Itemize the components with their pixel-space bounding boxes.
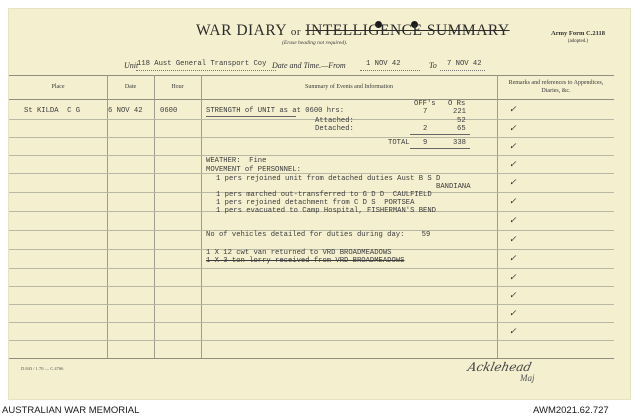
strength-label-1: Attached: xyxy=(315,117,354,125)
total-label: TOTAL xyxy=(388,139,410,147)
from-date: 1 NOV 42 xyxy=(366,60,401,68)
strength-ors-0: 221 xyxy=(453,108,466,116)
movement-item: 1 pers evacuated to Camp Hospital, FISHERMAN'S BEND xyxy=(216,207,436,215)
header-date: Date xyxy=(124,84,137,90)
van-line: 1 X 12 cwt van returned to VRD BROADMEADOWS xyxy=(206,249,392,257)
lorry-line: 1 X 3 ton lorry received from VRD BROADMEADOWS xyxy=(206,257,405,265)
col-ors: O Rs xyxy=(448,100,466,108)
remark-tick: ✓ xyxy=(509,253,517,263)
header-summary: Summary of Events and Information xyxy=(305,84,393,90)
strength-label: STRENGTH of UNIT as at 0600 hrs: xyxy=(206,107,345,115)
date-time-label: Date and Time.—From xyxy=(272,61,346,70)
header-place: Place xyxy=(51,84,65,90)
header-hour: Hour xyxy=(171,84,184,90)
col-offrs: OFF's xyxy=(414,100,436,108)
strength-ors-1: 52 xyxy=(457,117,466,125)
remark-tick: ✓ xyxy=(509,123,517,133)
signature-rank: Maj xyxy=(520,373,535,383)
signature: Acklehead xyxy=(466,360,533,374)
strength-offrs-0: 7 xyxy=(423,108,428,116)
strength-offrs-2: 2 xyxy=(423,125,428,133)
entry-date: 6 NOV 42 xyxy=(108,107,143,115)
header-remarks: Remarks and references to Appendices, Diaries, &c. xyxy=(508,80,604,94)
form-title: WAR DIARY or INTELLIGENCE SUMMARY xyxy=(196,22,510,39)
remark-tick: ✓ xyxy=(509,141,517,151)
entry-place: St KILDA C G xyxy=(24,107,81,115)
remark-tick: ✓ xyxy=(509,159,517,169)
caption-institution: AUSTRALIAN WAR MEMORIAL xyxy=(2,405,140,416)
form-footer-code: D.843 / 1.70 — C.4766 xyxy=(21,366,64,371)
unit-value: 118 Aust General Transport Coy xyxy=(137,60,267,68)
remark-tick: ✓ xyxy=(509,196,517,206)
vehicles-line: No of vehicles detailed for duties during day: 59 xyxy=(206,231,431,239)
movement-item: 1 pers rejoined unit from detached duties Aust B S D xyxy=(216,175,441,183)
movement-item: 1 pers rejoined detachment from C D S PORTSEA xyxy=(216,199,415,207)
entry-hour: 0600 xyxy=(160,107,178,115)
remark-tick: ✓ xyxy=(509,326,517,336)
weather-line: WEATHER: Fine xyxy=(206,157,267,165)
to-date: 7 NOV 42 xyxy=(447,60,482,68)
total-ors: 338 xyxy=(453,139,466,147)
army-form-number: Army Form C.2118 (adopted.) xyxy=(551,30,605,44)
total-offrs: 9 xyxy=(423,139,428,147)
remark-tick: ✓ xyxy=(509,177,517,187)
movement-item: 1 pers marched out-transferred to G D D CAULFIELD xyxy=(216,191,432,199)
caption-accession: AWM2021.62.727 xyxy=(533,405,609,416)
strength-ors-2: 65 xyxy=(457,125,466,133)
remark-tick: ✓ xyxy=(509,215,517,225)
remark-tick: ✓ xyxy=(509,308,517,318)
strength-label-2: Detached: xyxy=(315,125,354,133)
movement-item: BANDIANA xyxy=(436,183,471,191)
remark-tick: ✓ xyxy=(509,104,517,114)
movement-label: MOVEMENT of PERSONNEL: xyxy=(206,166,301,174)
to-label: To xyxy=(429,61,437,70)
remark-tick: ✓ xyxy=(509,234,517,244)
form-subtitle: (Erase heading not required). xyxy=(282,40,348,46)
remark-tick: ✓ xyxy=(509,290,517,300)
unit-label: Unit xyxy=(124,61,139,70)
remark-tick: ✓ xyxy=(509,272,517,282)
